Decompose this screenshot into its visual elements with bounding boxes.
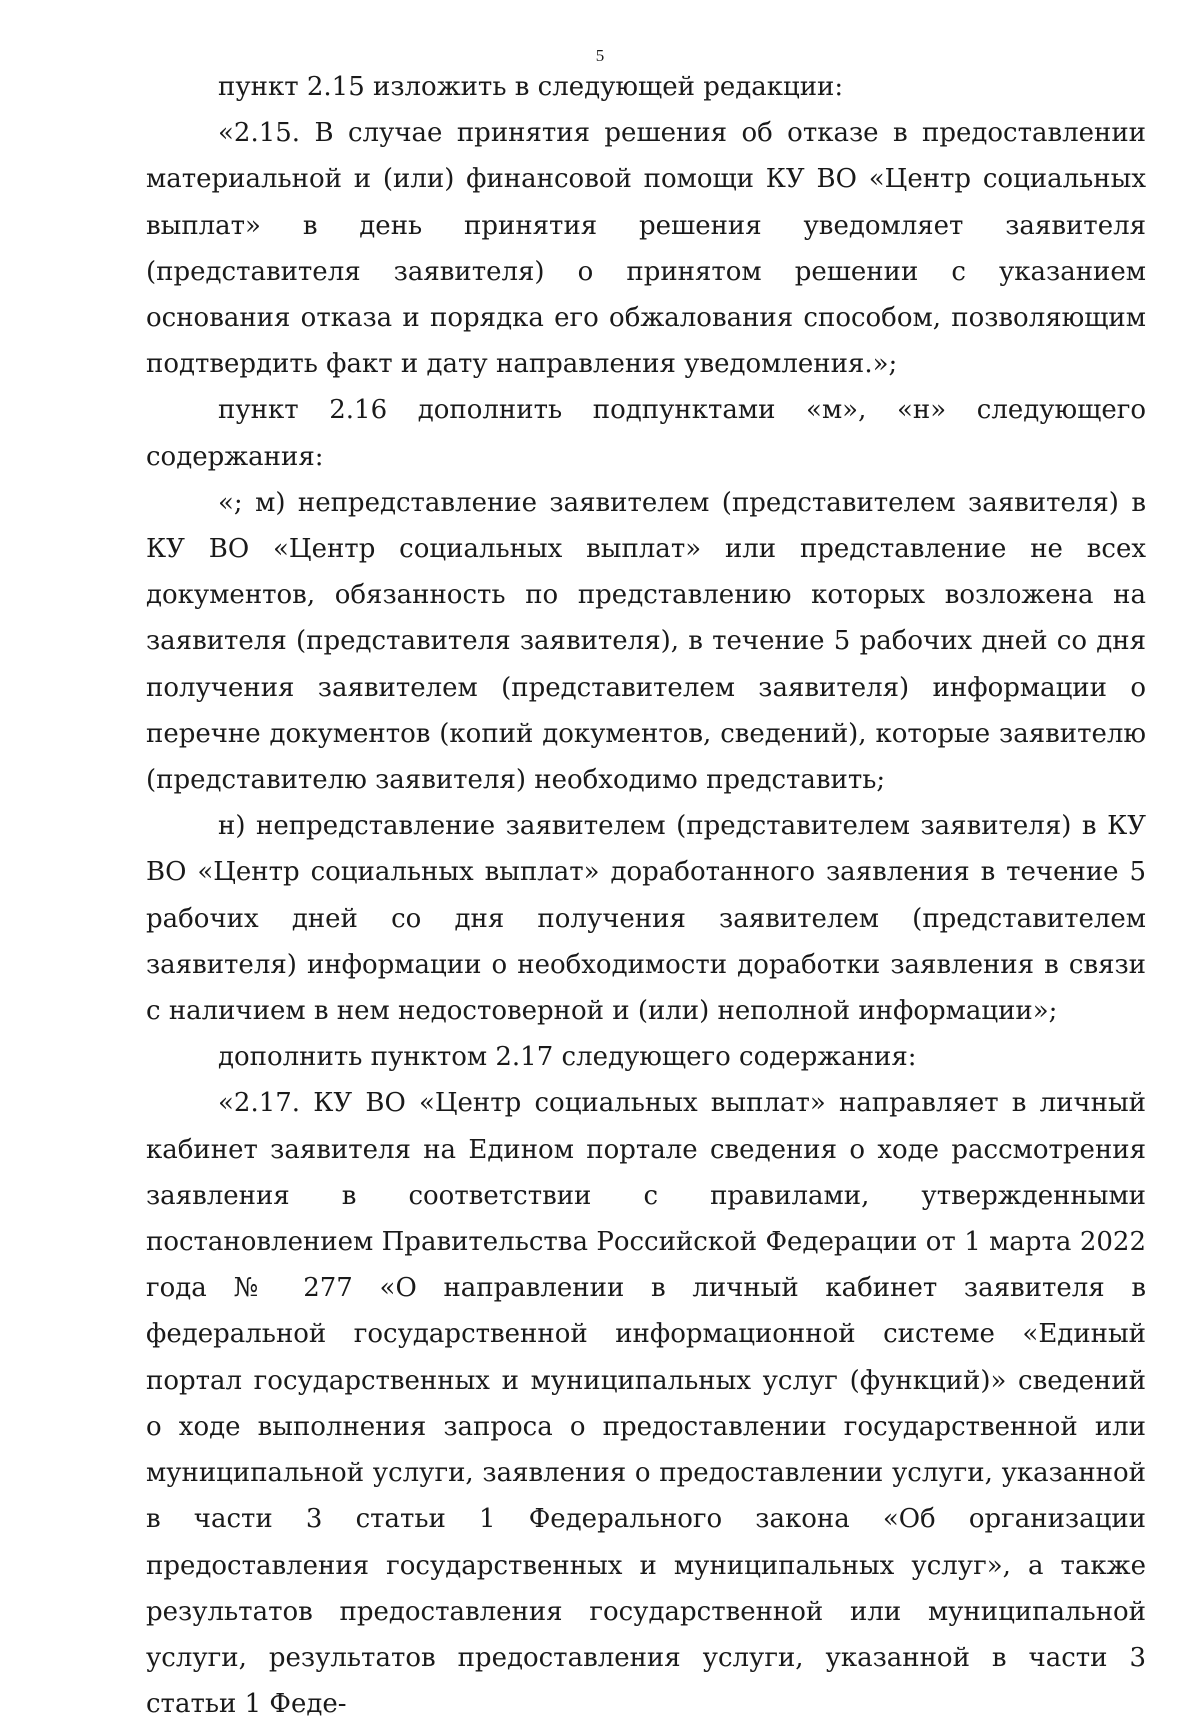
paragraph-2-15-text: «2.15. В случае принятия решения об отказе в предоставлении материальной и (или) финансовой помощи КУ ВО «Центр социальных выплат» в день принятия решения уведомляет заявителя (представителя заявителя) о принятом решении с указанием основания отказа и порядка его обжалования способом, позволяющим подтвердить факт и дату направления уведомления.»; xyxy=(146,118,1146,380)
paragraph-2-15-intro: пункт 2.15 изложить в следующей редакции: xyxy=(218,72,844,102)
paragraph-2-17-intro: дополнить пунктом 2.17 следующего содержания: xyxy=(218,1042,917,1073)
paragraph-2-16-intro: пункт 2.16 дополнить подпунктами «м», «н» следующего содержания: xyxy=(146,395,1146,472)
paragraph-subitem-n: н) непредставление заявителем (представителем заявителя) в КУ ВО «Центр социальных выплат» доработанного заявления в течение 5 рабочих дней со дня получения заявителем (представителем заявителя) информации о необходимости доработки заявления в связи с наличием в нем недостоверной и (или) неполной информации»; xyxy=(146,811,1146,1027)
paragraph-2-17-text: «2.17. КУ ВО «Центр социальных выплат» направляет в личный кабинет заявителя на Едином портале сведения о ходе рассмотрения заявления в соответствии с правилами, утвержденными постановлением Правительства Российской Федерации от 1 марта 2022 года № 277 «О направлении в личный кабинет заявителя в федеральной государственной информационной системе «Единый портал государственных и муниципальных услуг (функций)» сведений о ходе выполнения запроса о предоставлении государственной или муниципальной услуги, заявления о предоставлении услуги, указанной в части 3 статьи 1 Федерального закона «Об организации предоставления государственных и муниципальных услуг», а также результатов предоставления государственной или муниципальной услуги, результатов предоставления услуги, указанной в части 3 статьи 1 Феде- xyxy=(146,1088,1146,1720)
page-number: 5 xyxy=(595,46,605,65)
paragraph-subitem-m: «; м) непредставление заявителем (представителем заявителя) в КУ ВО «Центр социальных выплат» или представление не всех документов, обязанность по представлению которых возложена на заявителя (представителя заявителя), в течение 5 рабочих дней со дня получения заявителем (представителем заявителя) информации о перечне документов (копий документов, сведений), которые заявителю (представителю заявителя) необходимо представить; xyxy=(146,487,1146,796)
document-body xyxy=(146,64,1146,1727)
